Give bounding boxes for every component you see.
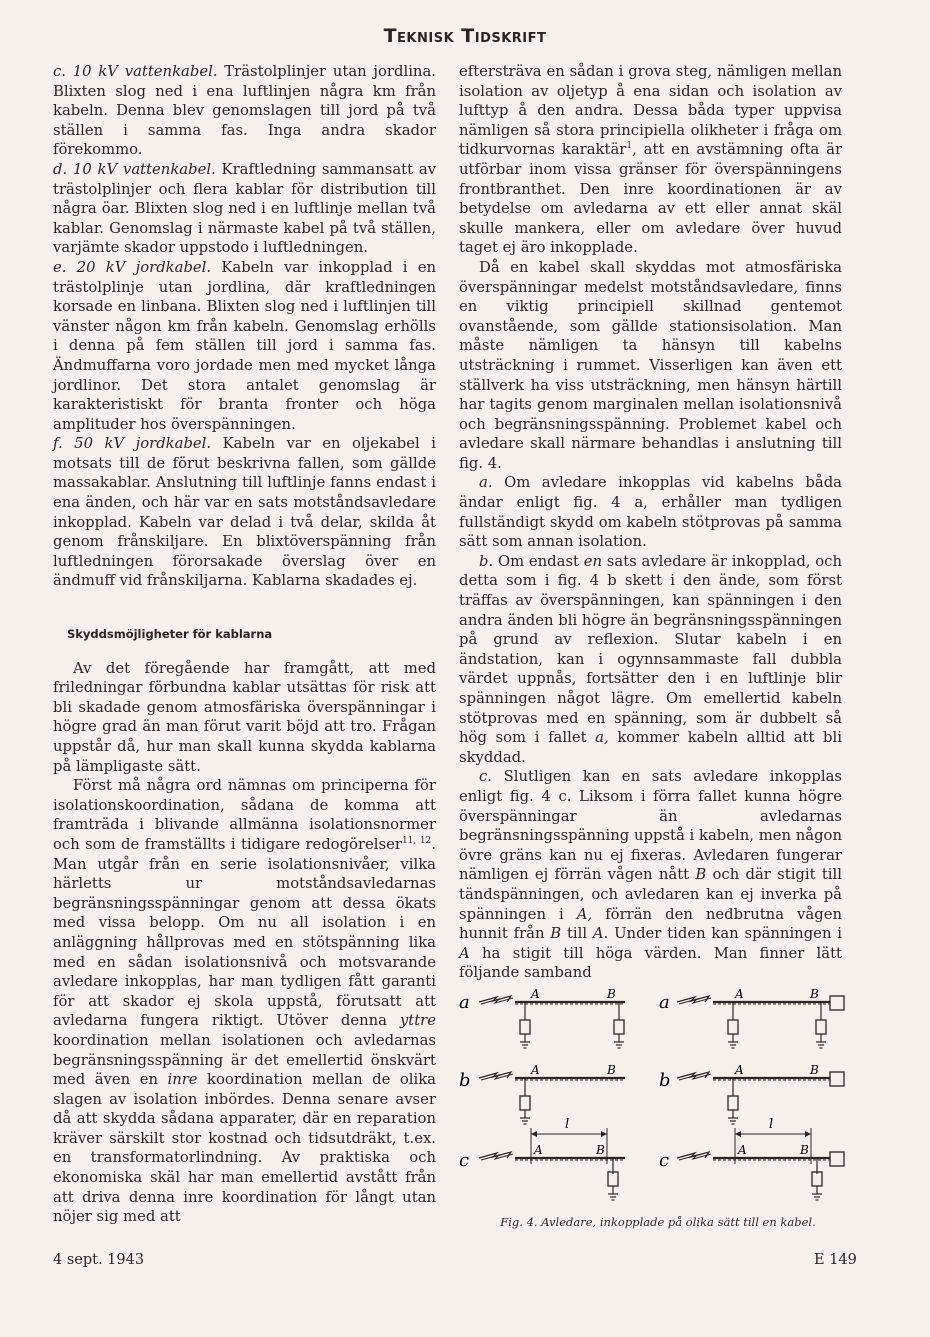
- point-a-label: A: [531, 1063, 540, 1077]
- paragraph: Först må några ord nämnas om principerna för isolationskoordination, sådana de komma att framträda i blivande allmänna isolationsnormer och som de framställts i tidigare redogörelser$^{11, 12}$. Man utgår från en serie isolationsnivåer, vilka härletts ur motståndsavledarnas begränsningsspänningar genom att dessa ökats med vissa belopp. Om nu all isolation i en anläggning hållprovas med en stötspänning lika med en sådan isolationsnivå och motsvarande avledare inkopplas, har man tydligen fått garanti för att skador ej skola uppstå, förutsatt att avledarna fungera riktigt. Utöver denna yttre koordination mellan isolationen och avledarnas begränsningsspänning är det emellertid önskvärt med även en inre koordination mellan de olika slagen av isolation inbördes. Denna senare avser då att skydda sådana apparater, där en reparation kräver särskilt stor kostnad och tidsutdräkt, t.ex. en transformatorlindning. Av praktiska och ekonomiska skäl har man emellertid avstått från att driva denna inre koordination för långt utan nöjer sig med att: [53, 777, 437, 1226]
- length-label: l: [565, 1117, 570, 1132]
- fig-label-a: a: [459, 992, 470, 1013]
- reference-sup: 1: [626, 141, 633, 152]
- arrester-icon: [816, 1020, 826, 1048]
- paragraph-b: b. Om endast en sats avledare är inkopplad, och detta som i fig. 4 b skett i den ände, som först träffas av överspänningen, kan spänningen i den andra änden bli högre än begränsningsspänningen på grund av reflexion. Slutar kabeln i en ändstation, kan i ogynnsammaste fall dubbla värdet uppnås, fortsätter den i en luftlinje blir spänningen något lägre. Om emellertid kabeln stötprovas med en spänning, som är dubbelt så hög som i fallet a, kommer kabeln alltid att bli skyddad.: [459, 552, 842, 766]
- case-label: f. 50 kV jordkabel.: [53, 435, 212, 453]
- lightning-icon: [479, 1072, 513, 1080]
- figure-4-diagram: [455, 982, 855, 1202]
- case-label: d. 10 kV vattenkabel.: [53, 160, 216, 178]
- point-b-label: B: [607, 1063, 616, 1077]
- paragraph-d: d. 10 kV vattenkabel. Kraftledning sammansatt av trästolplinjer och flera kablar för distribution till några öar. Blixten slog ned i en luftlinje mellan två kablar. Genomslag i närmaste kabel på två ställen, varjämte skador uppstodo i luftledningen.: [53, 160, 436, 257]
- footer-date: 4 sept. 1943: [53, 1252, 145, 1268]
- lightning-icon: [677, 1152, 711, 1160]
- right-column: [459, 62, 842, 983]
- point-b-label: B: [810, 987, 819, 1001]
- fig-label-c: c: [459, 1150, 470, 1171]
- case-label: e. 20 kV jordkabel.: [53, 258, 212, 276]
- paragraph: Av det föregående har framgått, att med friledningar förbundna kablar utsättas för risk att bli skadade genom atmosfäriska överspänningar i högre grad än man förut varit böjd att tro. Frågan uppstår då, hur man skall kunna skydda kablarna på lämpligaste sätt.: [53, 659, 436, 775]
- point-b-label: B: [596, 1143, 605, 1157]
- arrester-icon: [608, 1172, 618, 1200]
- lightning-icon: [677, 996, 711, 1004]
- point-b-label: B: [800, 1143, 809, 1157]
- fig-label-a: a: [659, 992, 670, 1013]
- arrester-icon: [812, 1172, 822, 1200]
- arrester-icon: [728, 1096, 738, 1124]
- point-a-label: A: [531, 987, 540, 1001]
- lightning-icon: [479, 996, 513, 1004]
- point-a-label: A: [534, 1143, 543, 1157]
- arrester-icon: [520, 1096, 530, 1124]
- fig-label-b: b: [659, 1070, 671, 1091]
- case-label: c. 10 kV vattenkabel.: [53, 63, 218, 80]
- paragraph-c: c. 10 kV vattenkabel. Trästolplinjer utan jordlina. Blixten slog ned i ena luftlinjen några km från kabeln. Denna blev genomslagen till jord på två ställen i samma fas. Inga andra skador förekommo.: [53, 63, 436, 159]
- figure-caption: Fig. 4. Avledare, inkopplade på olika sätt till en kabel.: [500, 1215, 816, 1229]
- end-station-box: [830, 1152, 844, 1166]
- point-a-label: A: [735, 1063, 744, 1077]
- paragraph-c: c. Slutligen kan en sats avledare inkopplas enligt fig. 4 c. Liksom i förra fallet kunna högre överspänningar än avledarnas begränsningsspänning uppstå i kabeln, men någon övre gräns kan nu ej fixeras. Avledaren fungerar nämligen ej förrän vågen nått B och där stigit till tändspänningen, och avledaren kan ej inverka på spänningen i A, förrän den nedbrutna vågen hunnit från B till A. Under tiden kan spänningen i A ha stigit till höga värden. Man finner lätt följande samband: [459, 768, 842, 982]
- section-title: Skyddsmöjligheter för kablarna: [67, 627, 273, 642]
- paragraph: Då en kabel skall skyddas mot atmosfäriska överspänningar medelst motståndsavledare, finns en viktig principiell skillnad gentemot ovanstående, som gällde stationsisolation. Man måste nämligen ta hänsyn till kabelns utsträckning i rummet. Visserligen kan även ett ställverk ha viss utsträckning, men hänsyn härtill har tagits genom marginalen mellan isolationsnivå och begränsningsspänning. Problemet kabel och avledare skall närmare behandlas i anslutning till fig. 4.: [459, 258, 842, 472]
- paragraph-f: f. 50 kV jordkabel. Kabeln var en oljekabel i motsats till de förut beskrivna fallen, som gällde massakablar. Anslutning till luftlinje fanns endast i ena änden, och här var en sats motståndsavledare inkopplad. Kabeln var delad i två delar, skilda åt genom frånskiljare. En blixtöverspänning från luftledningen förorsakade överslag över en ändmuff vid frånskiljarna. Kablarna skadades ej.: [53, 435, 436, 590]
- left-column: [53, 62, 436, 1227]
- reference-sup: 11, 12: [401, 836, 432, 847]
- page-number: E 149: [814, 1252, 857, 1268]
- point-a-label: A: [738, 1143, 747, 1157]
- arrester-icon: [520, 1020, 530, 1048]
- point-b-label: B: [607, 987, 616, 1001]
- end-station-box: [830, 1072, 844, 1086]
- paragraph-e: e. 20 kV jordkabel. Kabeln var inkopplad i en trästolplinje utan jordlina, där kraftledningen korsade en linbana. Blixten slog ned i luftlinjen till vänster någon km från kabeln. Genomslag erhölls i denna på fem ställen till jord i samma fas. Ändmuffarna voro jordade men med mycket långa jordlinor. Det stora antalet genomslag är karakteristiskt för branta fronter och höga amplituder hos överspänningen.: [53, 258, 437, 433]
- point-b-label: B: [810, 1063, 819, 1077]
- fig-label-c: c: [659, 1150, 670, 1171]
- journal-header: Teknisk Tidskrift: [383, 25, 547, 47]
- paragraph-a: a. Om avledare inkopplas vid kabelns båda ändar enligt fig. 4 a, erhåller man tydligen fullständigt skydd om kabeln stötprovas på samma sätt som annan isolation.: [459, 474, 842, 551]
- end-station-box: [830, 996, 844, 1010]
- lightning-icon: [677, 1072, 711, 1080]
- point-a-label: A: [735, 987, 744, 1001]
- paragraph: eftersträva en sådan i grova steg, nämligen mellan isolation av oljetyp å ena sidan och isolation av lufttyp å den andra. Dessa båda typer uppvisa nämligen så stora principiella olikheter i fråga om tidkurvornas karaktär$^1$, att en avstämning ofta är utförbar inom vissa gränser för överspänningens frontbranthet. Den inre koordinationen är av betydelse om avledarna av ett eller annat skäl skulle mankera, eller om avledare över huvud taget ej äro inkopplade.: [459, 63, 843, 257]
- fig-label-b: b: [459, 1070, 471, 1091]
- arrester-icon: [728, 1020, 738, 1048]
- arrester-icon: [614, 1020, 624, 1048]
- length-label: l: [769, 1117, 774, 1132]
- lightning-icon: [479, 1152, 513, 1160]
